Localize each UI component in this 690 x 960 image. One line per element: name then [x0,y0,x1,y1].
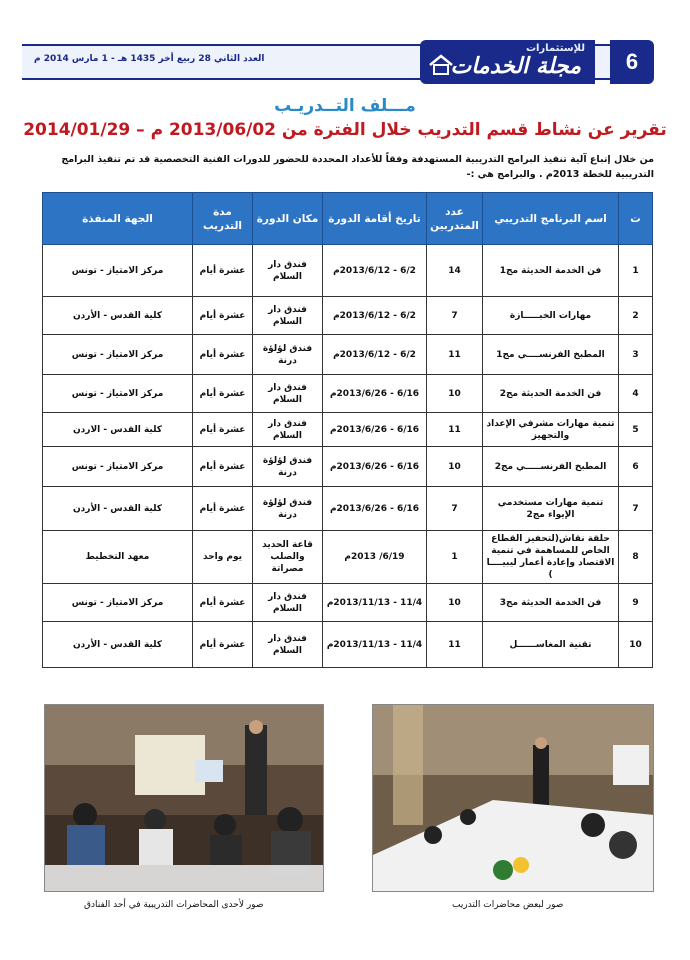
header-duration: مدة التدريب [193,193,253,245]
classroom-photo-illustration [45,705,324,892]
cell-dates: 6/16 - 2013/6/26م [323,487,427,531]
caption-left: صور لأحدى المحاضرات التدريبية في أحد الفنادق [84,900,264,910]
cell-place: فندق دار السلام [253,413,323,447]
table-row [43,447,653,487]
cell-program: فن الخدمة الحديثة مج2 [483,375,619,413]
cell-trainees: 7 [427,297,483,335]
table-row [43,531,653,584]
cell-place: فندق لؤلؤة درنة [253,335,323,375]
cell-place: فندق دار السلام [253,584,323,622]
header-dates: تاريخ أقامة الدورة [323,193,427,245]
section-title: مـــلف التــدريـب [274,96,416,116]
cell-dates: 11/4 - 2013/11/13م [323,622,427,668]
cell-place: فندق دار السلام [253,622,323,668]
cell-num: 1 [619,245,653,297]
header-num: ت [619,193,653,245]
cell-dates: 6/16 - 2013/6/26م [323,413,427,447]
cell-num: 9 [619,584,653,622]
header-provider: الجهة المنفذة [43,193,193,245]
cell-program: تنمية مهارات مشرفي الإعداد والتجهيز [483,413,619,447]
cell-duration: عشرة أيام [193,413,253,447]
cell-num: 4 [619,375,653,413]
cell-provider: مركز الامتياز - تونس [43,335,193,375]
cell-provider: مركز الامتياز - تونس [43,375,193,413]
cell-place: فندق دار السلام [253,297,323,335]
cell-dates: 6/16 - 2013/6/26م [323,447,427,487]
cell-duration: عشرة أيام [193,335,253,375]
table-row [43,413,653,447]
cell-trainees: 11 [427,335,483,375]
cell-dates: 6/16 - 2013/6/26م [323,375,427,413]
cell-trainees: 7 [427,487,483,531]
cell-duration: يوم واحد [193,531,253,584]
table-row [43,584,653,622]
cell-num: 5 [619,413,653,447]
page-number: 6 [610,40,654,84]
cell-program: المطبخ الفرنســــي مج1 [483,335,619,375]
cell-duration: عشرة أيام [193,487,253,531]
cell-num: 10 [619,622,653,668]
cell-provider: مركز الامتياز - تونس [43,584,193,622]
magazine-logo [420,40,595,84]
cell-num: 3 [619,335,653,375]
cell-place: فندق لؤلؤة درنة [253,487,323,531]
cell-dates: 6/2 - 2013/6/12م [323,245,427,297]
cell-provider: مركز الامتياز - تونس [43,245,193,297]
header-trainees: عدد المتدربين [427,193,483,245]
cell-dates: 6/2 - 2013/6/12م [323,297,427,335]
cell-trainees: 10 [427,375,483,413]
cell-trainees: 10 [427,447,483,487]
cell-duration: عشرة أيام [193,584,253,622]
intro-paragraph: من خلال إتباع آلية تنفيذ البرامج التدريبية المستهدفة وفقاً للأعداد المحددة للحضور للدورات الفنية التخصصية قد تم تنفيذ البرامج التدريبية للخطة 2013م . والبرامج هي :- [61,154,654,180]
cell-trainees: 11 [427,622,483,668]
cell-program: مهارات الخبـــــازة [483,297,619,335]
cell-num: 7 [619,487,653,531]
cell-dates: 11/4 - 2013/11/13م [323,584,427,622]
table-row [43,487,653,531]
cell-duration: عشرة أيام [193,447,253,487]
cell-provider: مركز الامتياز - تونس [43,447,193,487]
caption-right: صور لبعض محاضرات التدريب [452,900,564,910]
logo-subtitle: للإستثمارات [525,43,585,54]
issue-line: العدد الثاني 28 ربيع أخر 1435 هـ - 1 مارس 2014 م [34,54,265,64]
cell-program: فن الخدمة الحديثة مج1 [483,245,619,297]
cell-duration: عشرة أيام [193,375,253,413]
cell-duration: عشرة أيام [193,297,253,335]
cell-program: تقنية المغاســــــل [483,622,619,668]
cell-place: فندق دار السلام [253,375,323,413]
cell-dates: 6/2 - 2013/6/12م [323,335,427,375]
table-row [43,622,653,668]
header-place: مكان الدورة [253,193,323,245]
table-row [43,297,653,335]
table-header-row [43,193,653,245]
report-title: تقرير عن نشاط قسم التدريب خلال الفترة من 2013/06/02 م – 2014/01/29 [23,120,667,140]
cell-program: المطبخ الفرنســـــي مج2 [483,447,619,487]
cell-provider: كلية القدس - الأردن [43,487,193,531]
cell-provider: كلية القدس - الأردن [43,297,193,335]
page-header [22,40,639,84]
cell-place: قاعة الحديد والصلب مصراتة [253,531,323,584]
header-program: اسم البرنامج التدريبي [483,193,619,245]
cell-program: فن الخدمة الحديثة مج3 [483,584,619,622]
training-photo-lecture [372,704,654,892]
cell-program: حلقة نقاش(لتحفيز القطاع الخاص للمساهمة في تنمية الاقتصاد وإعادة أعمار ليبيــــا ) [483,531,619,584]
training-photo-hotel [44,704,324,892]
lecture-photo-illustration [373,705,654,892]
training-programs-table [42,192,653,668]
cell-trainees: 10 [427,584,483,622]
cell-duration: عشرة أيام [193,245,253,297]
cell-provider: كلية القدس - الأردن [43,622,193,668]
cell-provider: كلية القدس - الاردن [43,413,193,447]
cell-trainees: 14 [427,245,483,297]
cell-program: تنمية مهارات مستخدمي الإيواء مج2 [483,487,619,531]
cell-num: 8 [619,531,653,584]
table-row [43,245,653,297]
cell-dates: 6/19/ 2013م [323,531,427,584]
table-row [43,335,653,375]
cell-place: فندق دار السلام [253,245,323,297]
cell-trainees: 11 [427,413,483,447]
cell-duration: عشرة أيام [193,622,253,668]
cell-num: 2 [619,297,653,335]
table-row [43,375,653,413]
cell-num: 6 [619,447,653,487]
cell-trainees: 1 [427,531,483,584]
cell-provider: معهد التخطيط [43,531,193,584]
cell-place: فندق لؤلؤة درنة [253,447,323,487]
logo-title: مجلة الخدمات [450,54,581,79]
